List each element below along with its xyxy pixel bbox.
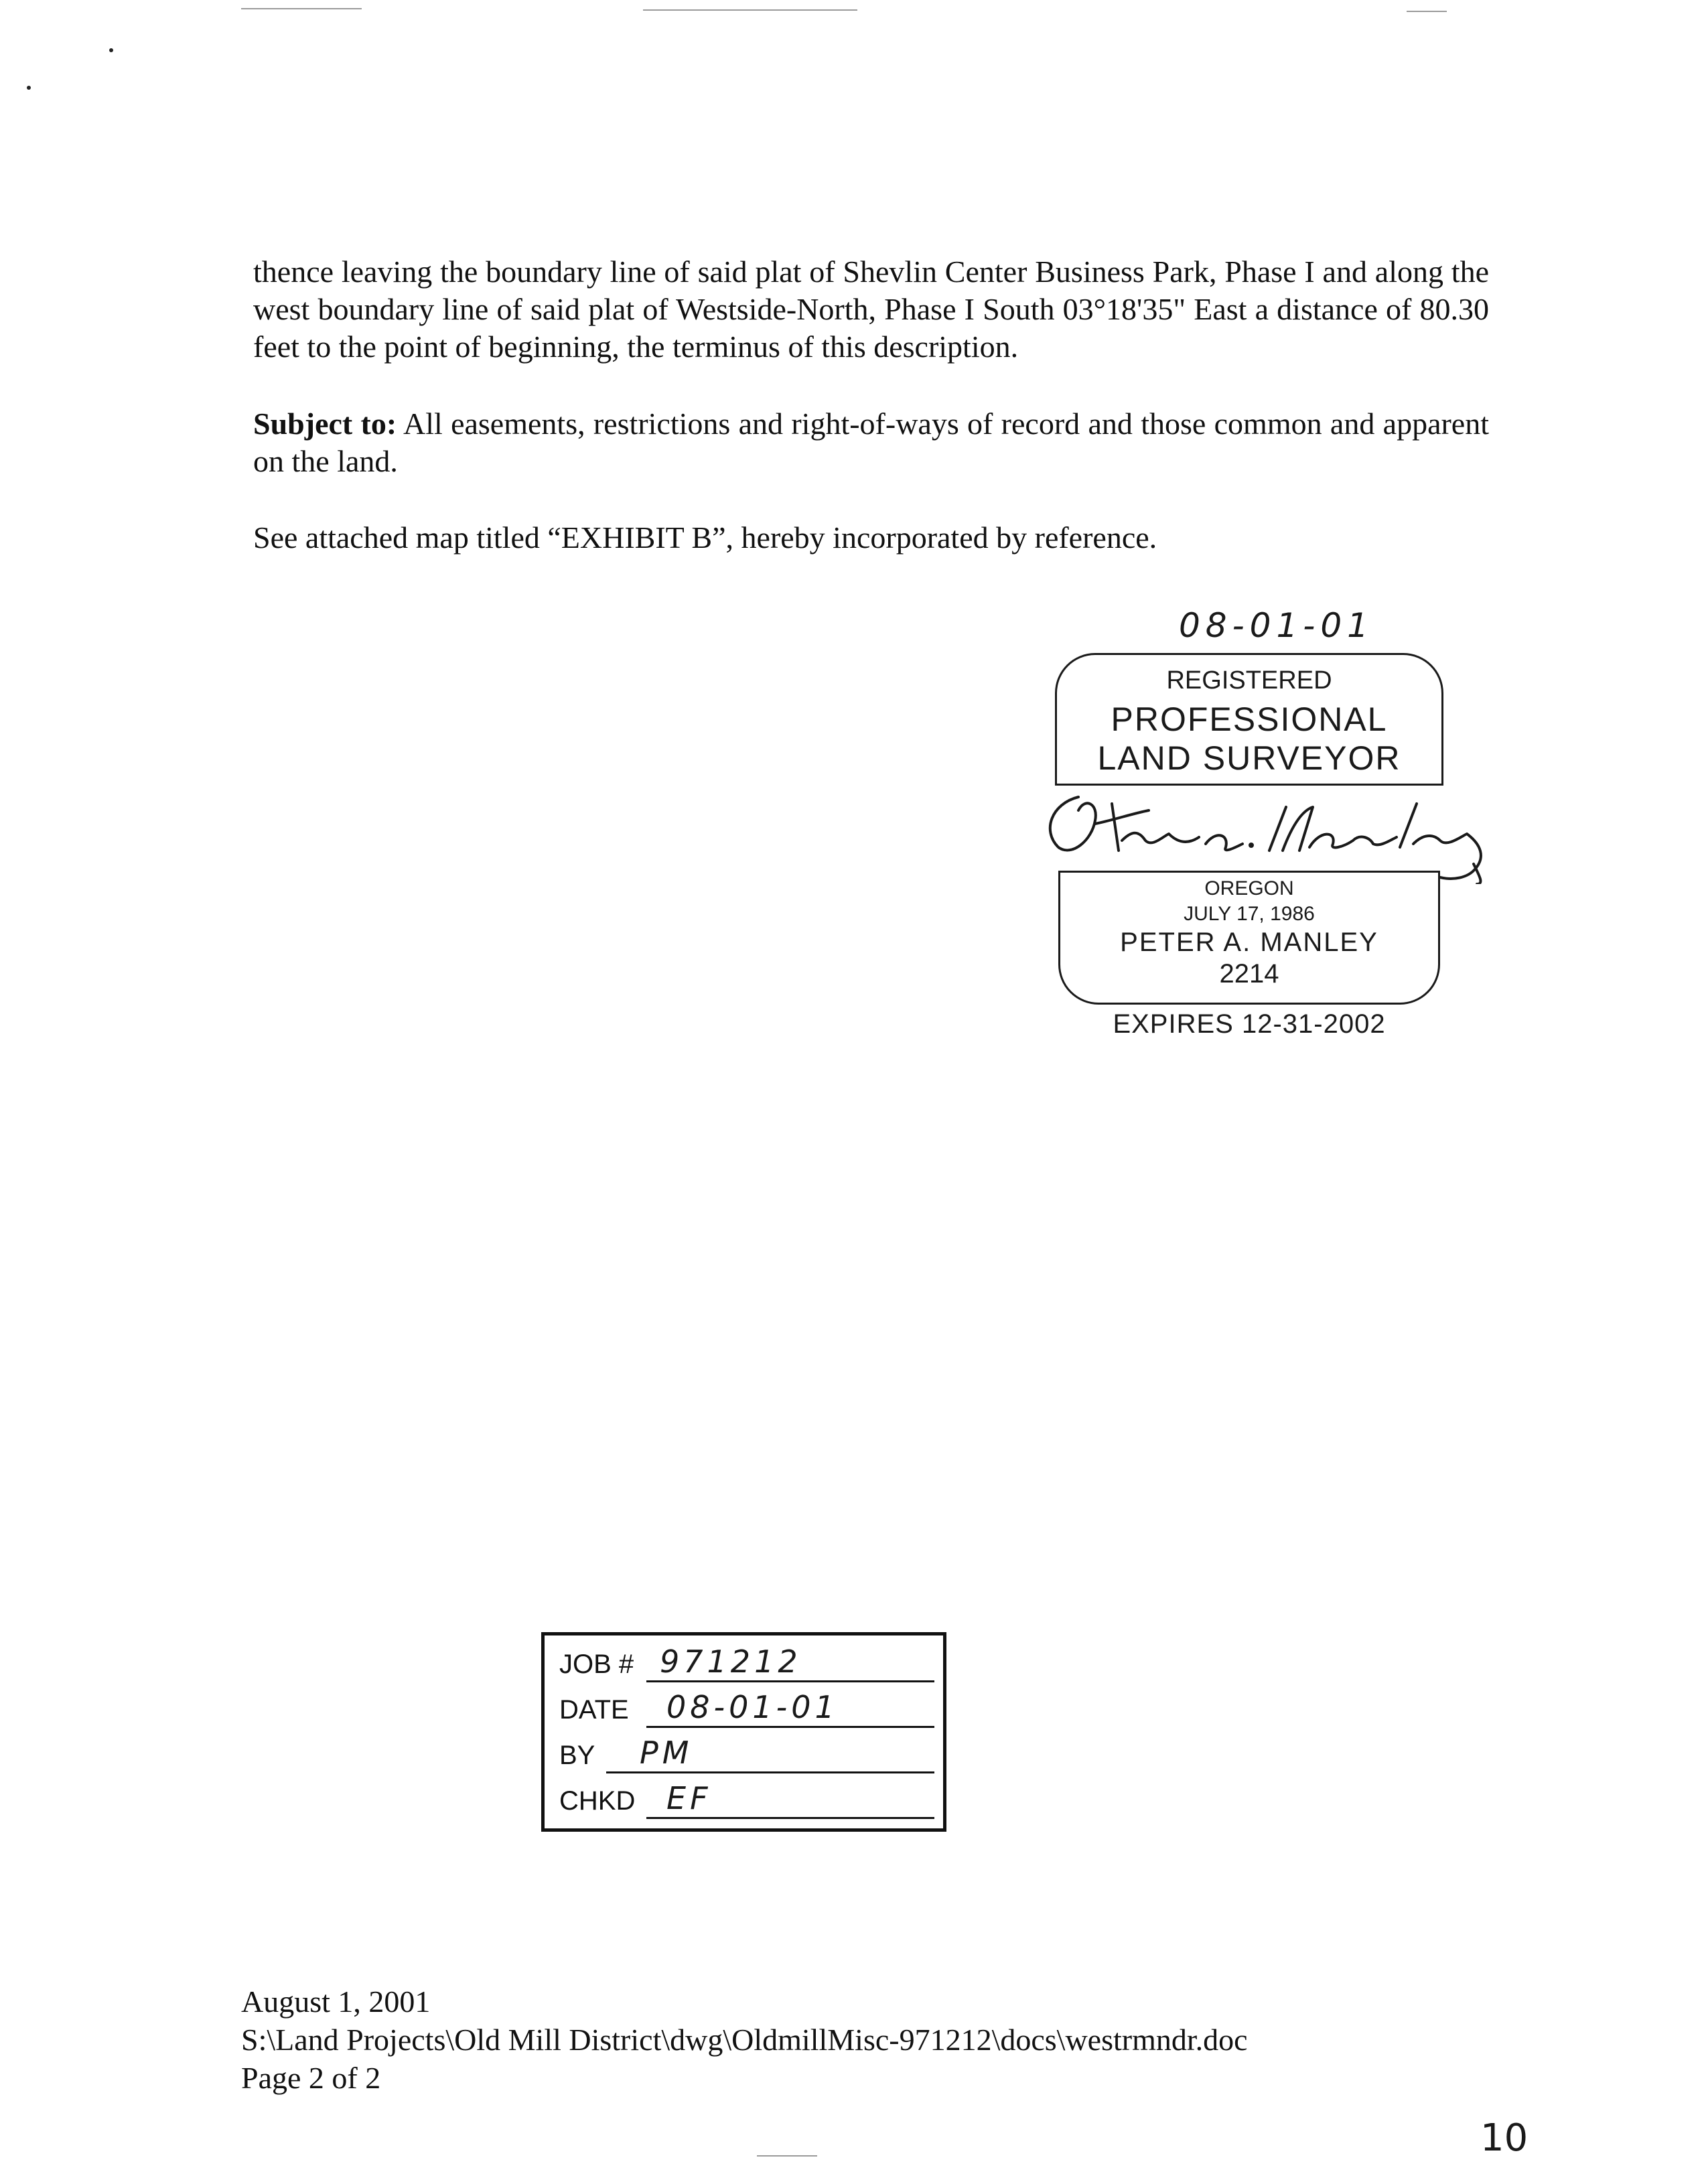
footer-page-number: Page 2 of 2	[241, 2061, 381, 2095]
exhibit-reference-paragraph: See attached map titled “EXHIBIT B”, hereby incorporated by reference.	[253, 520, 1157, 555]
job-checked-label: CHKD	[559, 1786, 636, 1816]
scan-artifact	[757, 2155, 817, 2157]
job-date-value: 08-01-01	[666, 1689, 839, 1725]
stamp-handwritten-date: 08-01-01	[1179, 606, 1374, 645]
subject-to-text: All easements, restrictions and right-of-ways of record and those common and apparent on the land.	[253, 407, 1490, 478]
job-checked-line	[646, 1817, 934, 1819]
stamp-surveyor-name: PETER A. MANLEY	[1120, 928, 1378, 957]
stamp-license-number: 2214	[1219, 959, 1279, 989]
job-by-row	[559, 1733, 934, 1773]
stamp-expiration: EXPIRES 12-31-2002	[1113, 1009, 1386, 1039]
subject-to-label: Subject to:	[253, 407, 397, 441]
job-number-row	[559, 1642, 934, 1682]
scan-artifact	[643, 9, 857, 11]
document-footer	[241, 1982, 1248, 2097]
footer-file-path: S:\Land Projects\Old Mill District\dwg\OldmillMisc-971212\docs\westrmndr.doc	[241, 2023, 1248, 2057]
scan-artifact	[109, 48, 113, 52]
job-number-value: 971212	[660, 1644, 802, 1680]
stamp-land-surveyor: LAND SURVEYOR	[1097, 739, 1401, 777]
stamp-professional: PROFESSIONAL	[1111, 701, 1388, 738]
job-checked-row	[559, 1779, 934, 1819]
description-paragraph: thence leaving the boundary line of said plat of Shevlin Center Business Park, Phase I and along the west boundary line of said plat of Westside-North, Phase I South 03°18'35" East a distance of 80.30 feet to the point of beginning, the terminus of this description.	[253, 254, 1489, 364]
job-by-value: PM	[640, 1735, 693, 1771]
footer-date: August 1, 2001	[241, 1984, 431, 2019]
job-by-label: BY	[559, 1741, 595, 1770]
scan-artifact	[241, 8, 362, 9]
job-date-label: DATE	[559, 1695, 629, 1725]
subject-to-paragraph	[253, 405, 1489, 480]
stamp-registration-date: JULY 17, 1986	[1184, 903, 1315, 925]
job-number-label: JOB #	[559, 1650, 634, 1679]
job-checked-value: EF	[666, 1780, 712, 1816]
scan-artifact	[1407, 11, 1447, 12]
job-number-line	[646, 1680, 934, 1682]
handwritten-page-mark: 10	[1480, 2116, 1529, 2160]
job-by-line	[606, 1771, 934, 1773]
job-date-line	[646, 1726, 934, 1728]
stamp-state: OREGON	[1204, 877, 1294, 899]
job-date-row	[559, 1688, 934, 1728]
stamp-registered: REGISTERED	[1166, 666, 1332, 695]
scan-artifact	[27, 86, 31, 90]
job-info-box	[541, 1632, 946, 1832]
surveyor-signature	[1038, 784, 1507, 884]
